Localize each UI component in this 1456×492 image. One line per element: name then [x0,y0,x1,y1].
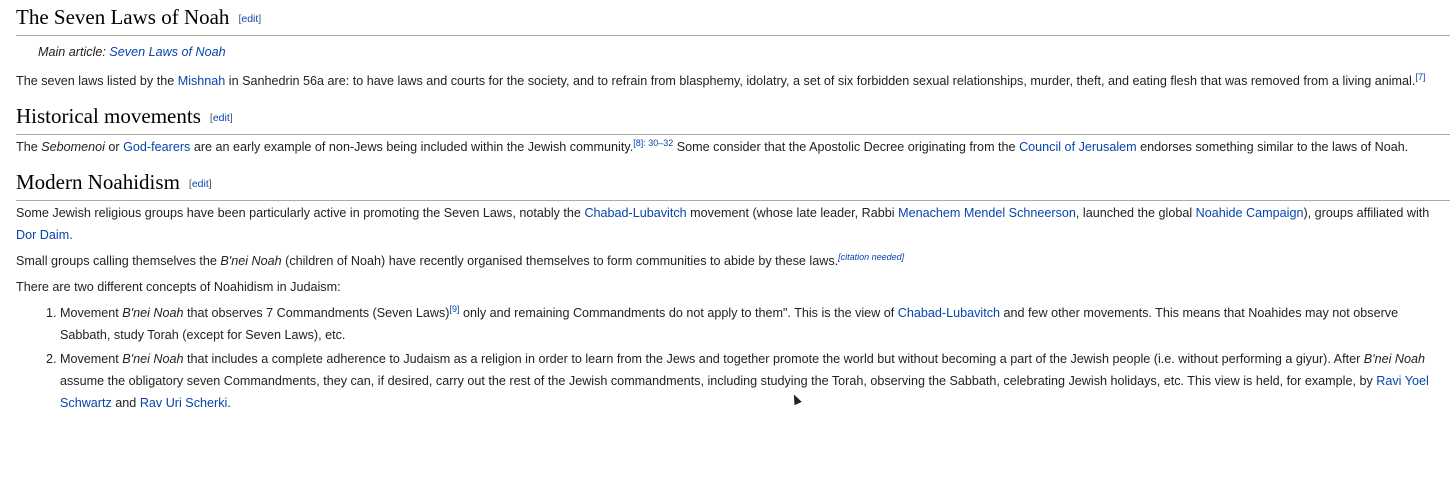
edit-section-link: [edit] [238,13,262,25]
article-content [16,0,1450,416]
link-uri-scherki[interactable]: Rav Uri Scherki [139,396,228,410]
italic-term: B'nei Noah [220,254,282,268]
edit-link[interactable]: edit [212,112,230,124]
heading-text: Modern Noahidism [16,170,180,194]
paragraph: There are two different concepts of Noahidism in Judaism: [16,280,341,294]
edit-section-link: [edit] [188,178,212,190]
section-heading [16,101,1450,135]
ref-link-8[interactable]: [8]: 30–32 [633,138,674,148]
heading-text: The Seven Laws of Noah [16,5,230,29]
italic-term: B'nei Noah [1363,352,1425,366]
section-historical [16,101,1450,158]
italic-term: Sebomenoi [41,140,105,154]
citation-needed [838,252,904,262]
link-chabad-lubavitch[interactable]: Chabad-Lubavitch [897,306,1001,320]
ref-link-9[interactable]: [9] [449,304,460,314]
section-heading [16,2,1450,36]
ordered-list [16,302,1450,414]
section-modern [16,167,1450,414]
link-chabad-lubavitch[interactable]: Chabad-Lubavitch [584,206,687,220]
heading-text: Historical movements [16,104,201,128]
paragraph: The seven laws listed by the Mishnah in Sanhedrin 56a are: to have laws and courts for the society, and to refrain from blasphemy, idolatry, a set of six forbidden sexual relationships, murder, theft, and eating flesh that was removed from a living animal.[7] [16,72,1426,88]
link-god-fearers[interactable]: God-fearers [123,140,191,154]
link-yoel-schwartz[interactable]: Ravi Yoel Schwartz [60,374,1429,410]
edit-section-link: [edit] [209,112,233,124]
hatnote: Main article: Seven Laws of Noah [38,45,226,59]
italic-term: B'nei Noah [122,352,184,366]
list-item: 2. Movement B'nei Noah that includes a complete adherence to Judaism as a religion in order to learn from the Jews and together promote the world but without becoming a part of the Jewish people (i.e. without performing a giyur). After B'nei Noah assume the obligatory seven Commandments, they can, if desired, carry out the rest of the Jewish commandments, including studying the Torah, observing the Sabbath, celebrating Jewish holidays, etc. This view is held, for example, by Ravi Yoel Schwartz and Rav Uri Scherki. [60,348,1450,414]
section-heading [16,167,1450,201]
edit-link[interactable]: edit [241,13,259,25]
link-noahide-campaign[interactable]: Noahide Campaign [1195,206,1304,220]
reference [633,138,673,148]
hatnote-link-seven-laws[interactable]: Seven Laws of Noah [109,45,226,59]
link-council-of-jerusalem[interactable]: Council of Jerusalem [1019,140,1137,154]
link-mishnah[interactable]: Mishnah [177,74,226,88]
edit-link[interactable]: edit [191,178,209,190]
link-schneerson[interactable]: Menachem Mendel Schneerson [898,206,1076,220]
reference [450,304,460,314]
list-item: 1. Movement B'nei Noah that observes 7 Commandments (Seven Laws)[9] only and remaining Commandments do not apply to them". This is the view of Chabad-Lubavitch and few other movements. This means that Noahides may not observe Sabbath, study Torah (except for Seven Laws), etc. [60,302,1450,346]
citation-needed-link[interactable]: [citation needed] [838,252,905,262]
italic-term: B'nei Noah [122,306,184,320]
section-seven-laws [16,0,1450,92]
reference [1415,72,1425,82]
paragraph: Small groups calling themselves the B'nei Noah (children of Noah) have recently organised themselves to form communities to abide by these laws.[citation needed] [16,252,905,268]
ref-link-7[interactable]: [7] [1415,72,1426,82]
paragraph: The Sebomenoi or God-fearers are an early example of non-Jews being included within the Jewish community.$^{[8]: 30-32}$ Some consider that the Apostolic Decree originating from the Council of Jerusalem endorses something similar to the laws of Noah. [16,138,1409,154]
link-dor-daim[interactable]: Dor Daim [16,228,70,242]
paragraph: Some Jewish religious groups have been particularly active in promoting the Seven Laws, notably the Chabad-Lubavitch movement (whose late leader, Rabbi Menachem Mendel Schneerson, launched the global Noahide Campaign), groups affiliated with Dor Daim. [16,206,1430,242]
